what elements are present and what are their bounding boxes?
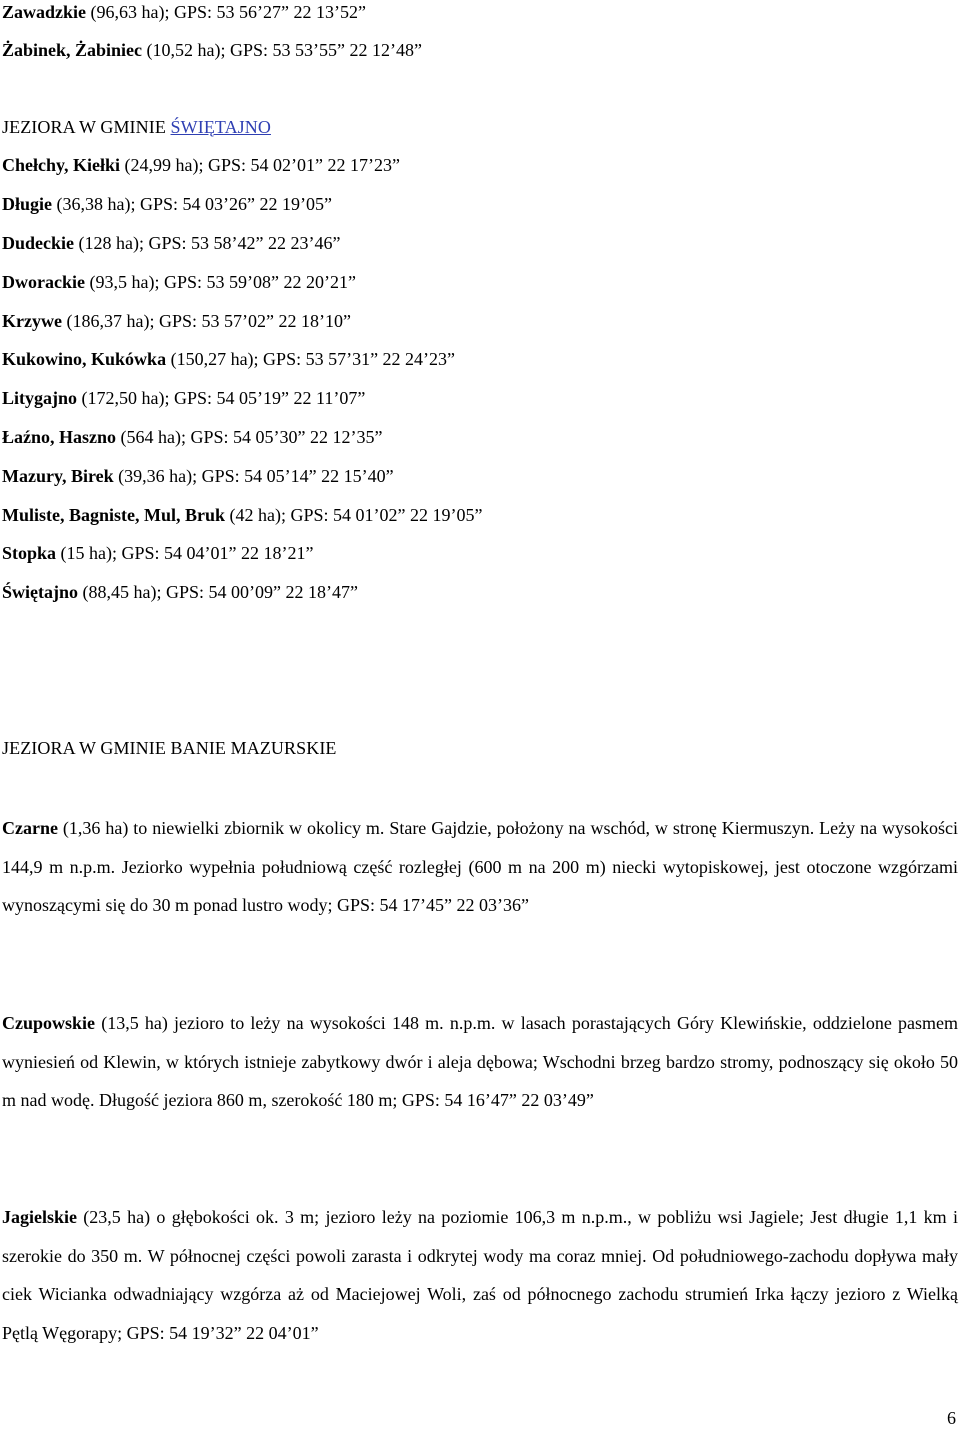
lake-entry: [2, 153, 400, 177]
lake-name: Chełchy, Kiełki: [2, 155, 121, 175]
lake-name: Dudeckie: [2, 233, 74, 253]
lake-details: (150,27 ha); GPS: 53 57’31” 22 24’23”: [166, 349, 456, 369]
lake-details: (93,5 ha); GPS: 53 59’08” 22 20’21”: [84, 272, 356, 292]
lake-entry: [2, 38, 422, 62]
lake-name: Jagielskie: [2, 1207, 77, 1227]
lake-name: Dworackie: [2, 272, 85, 292]
lake-entry: [2, 309, 351, 333]
lake-details: (88,45 ha); GPS: 54 00’09” 22 18’47”: [78, 582, 358, 602]
lake-name: Żabinek, Żabiniec: [2, 40, 143, 60]
lake-name: Stopka: [2, 543, 57, 563]
lake-name: Muliste, Bagniste, Mul, Bruk: [2, 505, 226, 525]
lake-name: Kukowino, Kukówka: [2, 349, 167, 369]
lake-description: [2, 809, 958, 925]
lake-details: (96,63 ha); GPS: 53 56’27” 22 13’52”: [86, 2, 366, 22]
lake-name: Świętajno: [2, 582, 78, 602]
lake-entry: [2, 231, 340, 255]
lake-details: (15 ha); GPS: 54 04’01” 22 18’21”: [56, 543, 314, 563]
lake-details: (42 ha); GPS: 54 01’02” 22 19’05”: [225, 505, 483, 525]
lake-name: Czarne: [2, 818, 58, 838]
lake-entry: [2, 347, 455, 371]
lake-details: (24,99 ha); GPS: 54 02’01” 22 17’23”: [120, 155, 400, 175]
lake-description: [2, 1004, 958, 1120]
lake-entry: [2, 425, 382, 449]
page-number: 6: [947, 1408, 956, 1428]
lake-entry: [2, 503, 482, 527]
lake-entry: [2, 464, 394, 488]
lake-name: Krzywe: [2, 311, 62, 331]
section-heading-swietajno: [2, 115, 271, 139]
lake-name: Długie: [2, 194, 53, 214]
lake-details: (128 ha); GPS: 53 58’42” 22 23’46”: [74, 233, 341, 253]
lake-name: Mazury, Birek: [2, 466, 114, 486]
lake-details: (36,38 ha); GPS: 54 03’26” 22 19’05”: [52, 194, 332, 214]
swietajno-link[interactable]: ŚWIĘTAJNO: [170, 117, 271, 137]
lake-entry: [2, 0, 366, 24]
lake-entry: [2, 386, 365, 410]
lake-text: (1,36 ha) to niewielki zbiornik w okolicy m. Stare Gajdzie, położony na wschód, w stronę Kiermuszyn. Leży na wysokości 144,9 m n.p.m. Jeziorko wypełnia południową część rozległej (600 m na 200 m) niecki wytopiskowej, jest otoczone wzgórzami wynoszącymi się do 30 m ponad lustro wody; GPS: 54 17’45” 22 03’36”: [2, 818, 958, 916]
lake-details: (39,36 ha); GPS: 54 05’14” 22 15’40”: [113, 466, 394, 486]
lake-details: (172,50 ha); GPS: 54 05’19” 22 11’07”: [77, 388, 366, 408]
heading-prefix: JEZIORA W GMINIE: [2, 117, 171, 137]
lake-entry: [2, 270, 356, 294]
lake-entry: [2, 541, 314, 565]
lake-name: Łaźno, Haszno: [2, 427, 117, 447]
lake-details: (564 ha); GPS: 54 05’30” 22 12’35”: [116, 427, 383, 447]
lake-entry: [2, 192, 332, 216]
lake-name: Czupowskie: [2, 1013, 96, 1033]
section-heading-banie: JEZIORA W GMINIE BANIE MAZURSKIE: [2, 738, 337, 758]
lake-details: (186,37 ha); GPS: 53 57’02” 22 18’10”: [61, 311, 351, 331]
lake-entry: [2, 580, 358, 604]
lake-description: [2, 1198, 958, 1353]
lake-details: (10,52 ha); GPS: 53 53’55” 22 12’48”: [142, 40, 423, 60]
lake-name: Litygajno: [2, 388, 78, 408]
lake-text: (23,5 ha) o głębokości ok. 3 m; jezioro leży na poziomie 106,3 m n.p.m., w pobliżu wsi Jagiele; Jest długie 1,1 km i szerokie do 350 m. W północnej części powoli zarasta i odkrytej wody ma coraz mniej. Od południowego-zachodu dopływa mały ciek Wicianka odwadniający wzgórza aż od Maciejowej Woli, zaś od północnego zachodu strumień Irka łączy jezioro z Wielką Pętlą Węgorapy; GPS: 54 19’32” 22 04’01”: [2, 1207, 958, 1344]
lake-name: Zawadzkie: [2, 2, 87, 22]
lake-text: (13,5 ha) jezioro to leży na wysokości 148 m. n.p.m. w lasach porastających Góry Klewińskie, oddzielone pasmem wyniesień od Klewin, w których istnieje zabytkowy dwór i aleja dębowa; Wschodni brzeg bardzo stromy, podnoszący się około 50 m nad wodę. Długość jeziora 860 m, szerokość 180 m; GPS: 54 16’47” 22 03’49”: [2, 1013, 958, 1111]
